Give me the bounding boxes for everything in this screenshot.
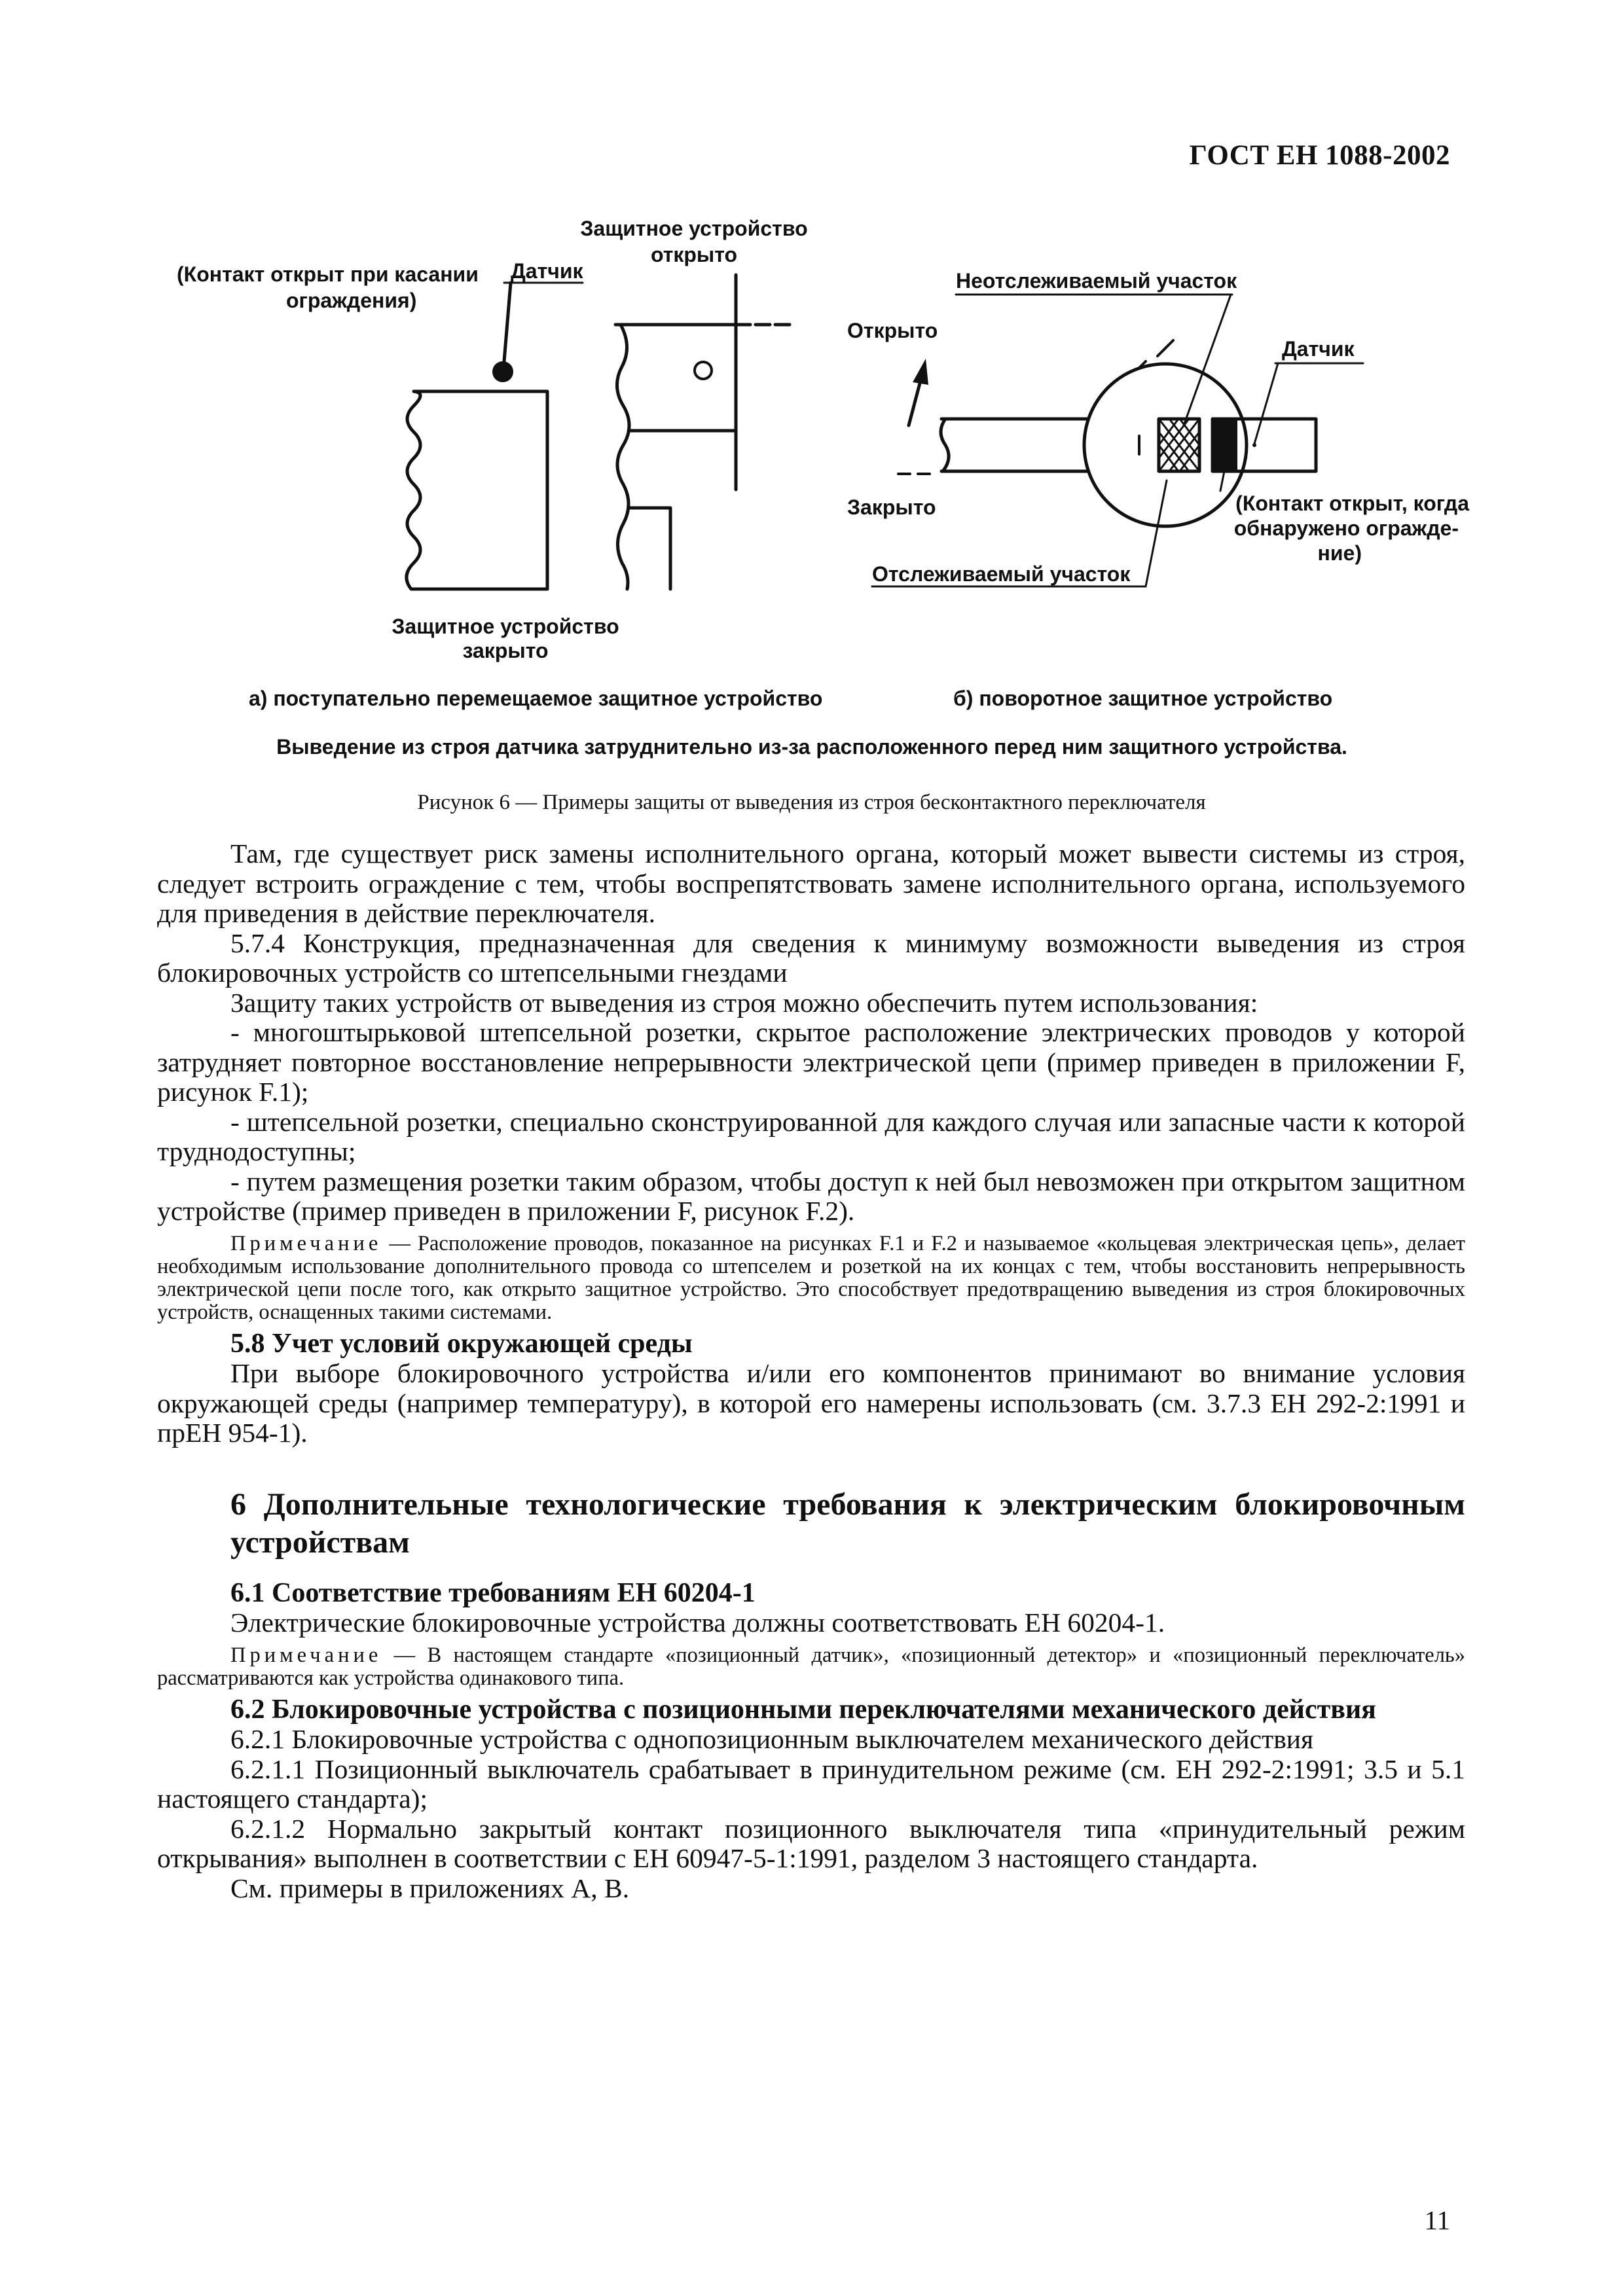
list-item: - путем размещения розетки таким образом, чтобы доступ к ней был невозможен при открытом защитном устройстве (пример приведен в приложении F, рисунок F.2). [157,1166,1465,1226]
note-1 [157,1232,1465,1324]
figure-bold-note: Выведение из строя датчика затруднительно из-за расположенного перед ним защитного устройства. [276,735,1347,759]
section-heading-6-1: 6.1 Соответствие требованиям ЕН 60204-1 [230,1577,756,1608]
contact-leader-b [1220,471,1224,491]
paragraph: Защиту таких устройств от выведения из строя можно обеспечить путем использования: [230,987,1258,1018]
paragraph: При выборе блокировочного устройства и/или его компонентов принимают во внимание условия окружающей среды (например температуру), в которой его намерены использовать (см. 3.7.3 ЕН 292-2:1991 и прЕН 954-1). [157,1358,1465,1448]
label-guard-open-2: открыто [650,243,738,266]
open-arrow-head [913,359,928,385]
label-contact-open-b-1: (Контакт открыт, когда [1235,492,1469,515]
paragraph: См. примеры в приложениях А, В. [230,1873,630,1903]
paragraph: 5.7.4 Конструкция, предназначенная для сведения к минимуму возможности выведения из строя блокировочных устройств со штепсельными гнездами [157,927,1465,988]
label-closed: Закрыто [847,495,936,519]
standard-header: ГОСТ ЕН 1088-2002 [1189,140,1450,171]
figure-6 [0,0,1623,844]
caption-b: б) поворотное защитное устройство [953,687,1333,710]
label-contact-open-b-3: ние) [1317,541,1362,565]
chapter-heading-6: 6 Дополнительные технологические требования к электрическим блокировочным устройствам [230,1486,1465,1560]
label-unmonitored: Неотслеживаемый участок [956,269,1237,293]
figure-6-diagram [0,0,1623,844]
guard-closed-box [407,391,547,589]
label-contact-open-a-1: (Контакт открыт при касании [177,262,479,286]
label-guard-closed-1: Защитное устройство [392,615,619,638]
label-guard-closed-2: закрыто [462,639,549,662]
section-heading-5-8: 5.8 Учет условий окружающей среды [230,1328,693,1359]
label-sensor-b: Датчик [1282,337,1355,361]
unmonitored-leader [1184,295,1231,425]
note-2 [157,1644,1465,1690]
note-text: — В настоящем стандарте «позиционный датчик», «позиционный детектор» и «позиционный переключатель» рассматриваются как устройства одинакового типа. [157,1643,1465,1690]
paragraph: Электрические блокировочные устройства должны соответствовать ЕН 60204-1. [230,1607,1165,1638]
paragraph: 6.2.1 Блокировочные устройства с однопозиционным выключателем механического действия [230,1724,1314,1754]
sensor-lead-b [1254,363,1278,444]
monitored-leader [1146,480,1167,586]
note-text: — Расположение проводов, показанное на рисунках F.1 и F.2 и называемое «кольцевая электрическая цепь», делает необходимым использование дополнительного провода со штепселем и розеткой на их концах с тем, чтобы восстановить непрерывность электрической цепи после того, как открыто защитное устройство. Это способствует предотвращению выведения из строя блокировочных устройств, оснащенных такими системами. [157,1231,1465,1324]
label-guard-open-1: Защитное устройство [580,217,808,240]
page-number: 11 [1424,2205,1450,2235]
list-item: - штепсельной розетки, специально сконструированной для каждого случая или запасные части к которой труднодоступны; [157,1106,1465,1166]
label-contact-open-a-2: ограждения) [286,289,417,312]
guard-open-body [615,325,736,589]
paragraph: Там, где существует риск замены исполнительного органа, который может вывести системы из строя, следует встроить ограждение с тем, чтобы воспрепятствовать замене исполнительного органа, используемого для приведения в действие переключателя. [157,838,1465,928]
list-item: - многоштырьковой штепсельной розетки, скрытое расположение электрических проводов у которой затрудняет повторное восстановление непрерывности электрической цепи (пример приведен в приложении F, рисунок F.1); [157,1017,1465,1107]
paragraph: 6.2.1.1 Позиционный выключатель срабатывает в принудительном режиме (см. ЕН 292-2:1991; 3.5 и 5.1 настоящего стандарта); [157,1753,1465,1814]
sensor-dot-a [492,361,513,382]
figure-caption: Рисунок 6 — Примеры защиты от выведения из строя бесконтактного переключателя [417,791,1206,814]
section-heading-6-2: 6.2 Блокировочные устройства с позиционными переключателями механического действия [230,1694,1376,1725]
guard-shaft-end [941,419,949,471]
sensor-face-b [1213,419,1237,471]
label-sensor-a: Датчик [511,259,583,283]
label-contact-open-b-2: обнаружено огражде- [1233,516,1459,540]
note-label: Примечание [230,1643,382,1667]
paragraph: 6.2.1.2 Нормально закрытый контакт позиционного выключателя типа «принудительный режим открывания» выполнен в соответствии с ЕН 60947-5-1:1991, разделом 3 настоящего стандарта. [157,1813,1465,1873]
caption-a: а) поступательно перемещаемое защитное устройство [249,687,823,710]
label-monitored: Отслеживаемый участок [872,562,1131,586]
sensor-hole [695,362,712,379]
open-pos-dash-2 [1158,340,1173,356]
note-label: Примечание [230,1231,382,1255]
sensor-lead-a [504,283,511,361]
label-open: Открыто [847,319,938,342]
body-text [157,839,1465,1903]
